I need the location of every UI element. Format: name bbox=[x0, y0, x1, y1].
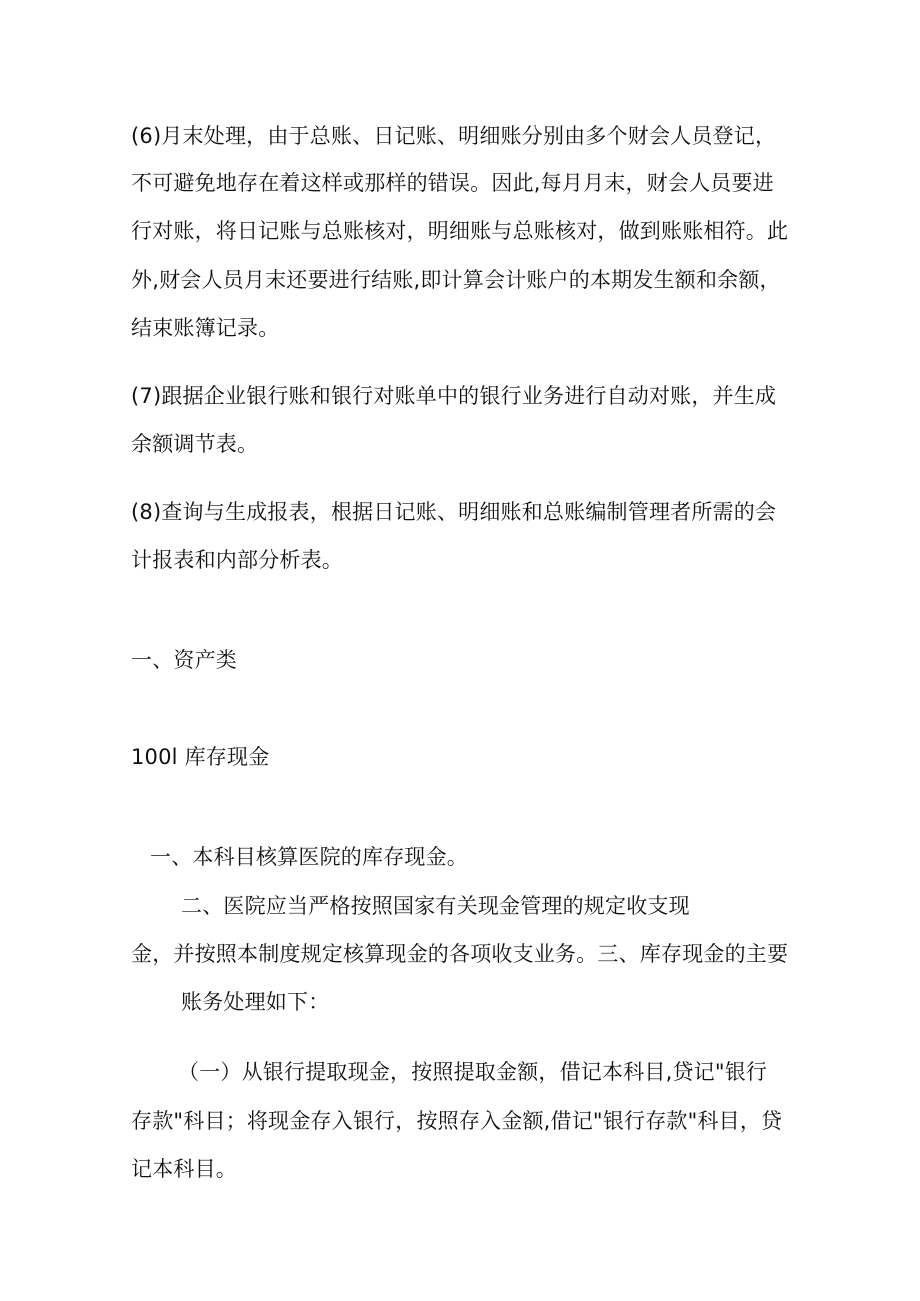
body-item-2-line-1: 二、医院应当严格按照国家有关现金管理的规定收支现 bbox=[181, 894, 690, 918]
section-heading: 一、资产类 bbox=[131, 648, 237, 672]
body-item-2-line-2: 金，并按照本制度规定核算现金的各项收支业务。三、库存现金的主要 bbox=[131, 942, 789, 966]
account-heading: 100l 库存现金 bbox=[131, 745, 270, 769]
sub-item-1-line-3: 记本科目。 bbox=[131, 1157, 237, 1181]
paragraph-6-line-3: 行对账，将日记账与总账核对，明细账与总账核对，做到账账相符。此 bbox=[131, 219, 789, 243]
sub-item-1-line-1: （一）从银行提取现金，按照提取金额，借记本科目,贷记"银行 bbox=[178, 1060, 768, 1084]
paragraph-7-line-1: (7)跟据企业银行账和银行对账单中的银行业务进行自动对账，并生成 bbox=[131, 384, 777, 408]
paragraph-8-line-1: (8)查询与生成报表，根据日记账、明细账和总账编制管理者所需的会 bbox=[131, 500, 777, 524]
paragraph-7-line-2: 余额调节表。 bbox=[131, 432, 259, 456]
paragraph-6-line-1: (6)月末处理，由于总账、日记账、明细账分别由多个财会人员登记， bbox=[131, 124, 777, 148]
paragraph-6-line-2: 不可避免地存在着这样或那样的错误。因此,每月月末，财会人员要进 bbox=[131, 171, 774, 195]
paragraph-6-line-5: 结束账簿记录。 bbox=[131, 316, 280, 340]
sub-item-1-line-2: 存款"科目；将现金存入银行，按照存入金额,借记"银行存款"科目，贷 bbox=[131, 1109, 783, 1133]
body-item-1: 一、本科目核算医院的库存现金。 bbox=[150, 845, 468, 869]
paragraph-8-line-2: 计报表和内部分析表。 bbox=[131, 548, 343, 572]
paragraph-6-line-4: 外,财会人员月末还要进行结账,即计算会计账户的本期发生额和余额， bbox=[131, 268, 781, 292]
body-item-2-line-3: 账务处理如下： bbox=[181, 990, 330, 1014]
